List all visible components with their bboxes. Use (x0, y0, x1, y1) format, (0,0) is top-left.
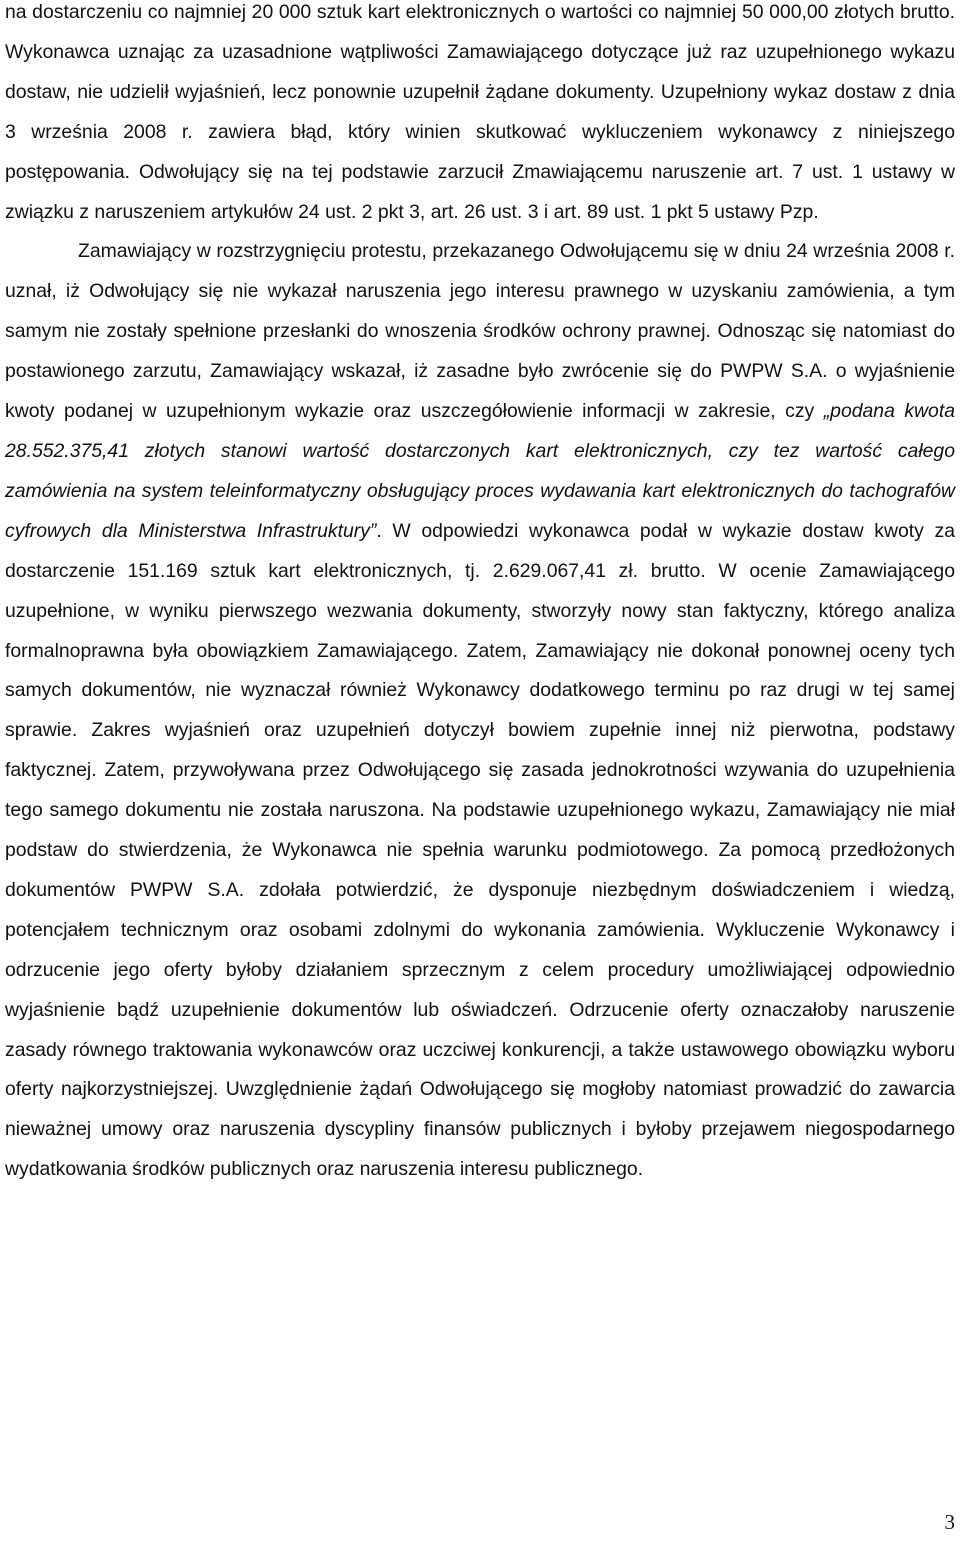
paragraph-text: Zamawiający w rozstrzygnięciu protestu, przekazanego Odwołującemu się w dniu 24 września 2008 r. uznał, iż Odwołujący się nie wykazał naruszenia jego interesu prawnego w uzyskaniu zamówienia, a tym samym nie zostały spełnione przesłanki do wnoszenia środków ochrony prawnej. Odnosząc się natomiast do postawionego zarzutu, Zamawiający wskazał, iż zasadne było zwrócenie się do PWPW S.A. o wyjaśnienie kwoty podanej w uzupełnionym wykazie oraz uszczegółowienie informacji w zakresie, czy (5, 240, 955, 423)
paragraph: na dostarczeniu co najmniej 20 000 sztuk kart elektronicznych o wartości co najmniej 50 000,00 złotych brutto. Wykonawca uznając za uzasadnione wątpliwości Zamawiającego dotyczące już raz uzupełnionego wykazu dostaw, nie udzielił wyjaśnień, lecz ponownie uzupełnił żądane dokumenty. Uzupełniony wykaz dostaw z dnia 3 września 2008 r. zawiera błąd, który winien skutkować wykluczeniem wykonawcy z niniejszego postępowania. Odwołujący się na tej podstawie zarzucił Zmawiającemu naruszenie art. 7 ust. 1 ustawy w związku z naruszeniem artykułów 24 ust. 2 pkt 3, art. 26 ust. 3 i art. 89 ust. 1 pkt 5 ustawy Pzp. (5, 1, 955, 223)
paragraph-text: . W odpowiedzi wykonawca podał w wykazie dostaw kwoty za dostarczenie 151.169 sztuk kart elektronicznych, tj. 2.629.067,41 zł. brutto. W ocenie Zamawiającego uzupełnione, w wyniku pierwszego wezwania dokumenty, stworzyły nowy stan faktyczny, którego analiza formalnoprawna była obowiązkiem Zamawiającego. Zatem, Zamawiający nie dokonał ponownej oceny tych samych dokumentów, nie wyznaczał również Wykonawcy dodatkowego terminu po raz drugi w tej samej sprawie. Zakres wyjaśnień oraz uzupełnień dotyczył bowiem zupełnie innej niż pierwotna, podstawy faktycznej. Zatem, przywoływana przez Odwołującego się zasada jednokrotności wzywania do uzupełnienia tego samego dokumentu nie została naruszona. Na podstawie uzupełnionego wykazu, Zamawiający nie miał podstaw do stwierdzenia, że Wykonawca nie spełnia warunku podmiotowego. Za pomocą przedłożonych dokumentów PWPW S.A. zdołała potwierdzić, że dysponuje niezbędnym doświadczeniem i wiedzą, potencjałem technicznym oraz osobami zdolnymi do wykonania zamówienia. Wykluczenie Wykonawcy i odrzucenie jego oferty byłoby działaniem sprzecznym z celem procedury umożliwiającej odpowiednio wyjaśnienie bądź uzupełnienie dokumentów lub oświadczeń. Odrzucenie oferty oznaczałoby naruszenie zasady równego traktowania wykonawców oraz uczciwej konkurencji, a także ustawowego obowiązku wyboru oferty najkorzystniejszej. Uwzględnienie żądań Odwołującego się mogłoby natomiast prowadzić do zawarcia nieważnej umowy oraz naruszenia dyscypliny finansów publicznych i byłoby przejawem niegospodarnego wydatkowania środków publicznych oraz naruszenia interesu publicznego. (5, 519, 955, 1181)
page-number: 3 (944, 1510, 955, 1534)
document-page (5, 0, 955, 1190)
paragraph (5, 232, 955, 1190)
quoted-text: „podana kwota 28.552.375,41 złotych stanowi wartość dostarczonych kart elektronicznych, czy tez wartość całego zamówienia na system teleinformatyczny obsługujący proces wydawania kart elektronicznych do tachografów cyfrowych dla Ministerstwa Infrastruktury” (5, 400, 955, 542)
